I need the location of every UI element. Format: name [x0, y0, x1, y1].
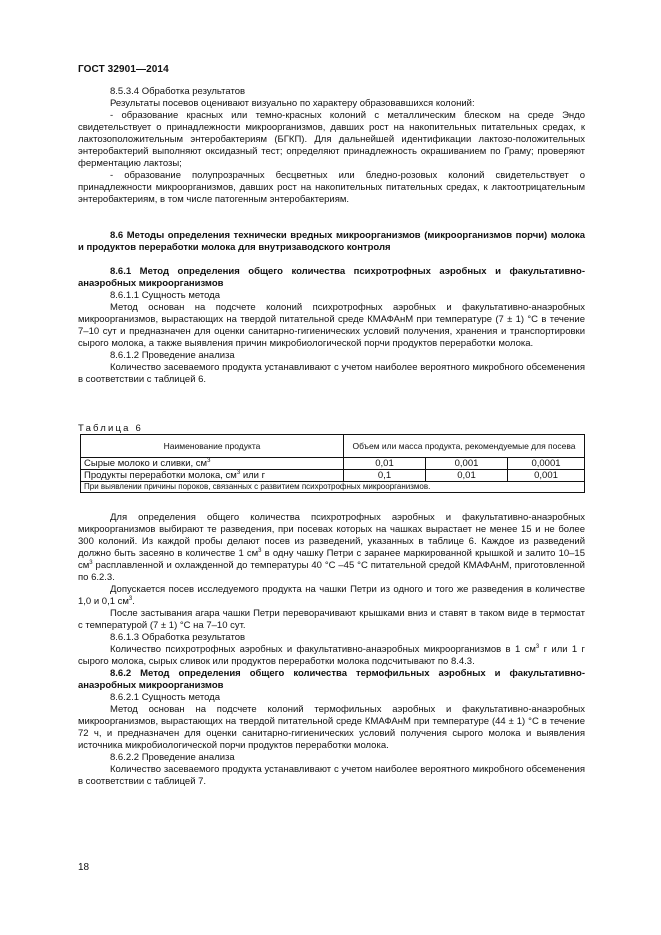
- paragraph: Допускается посев исследуемого продукта на чашки Петри из одного и того же разведения в количестве 1,0 и 0,1 $см^3$.: [78, 584, 585, 607]
- paragraph: Метод основан на подсчете колоний психротрофных аэробных и факультативно-анаэробных микроорганизмов, вырастающих на твердой питательной среде КМАФАнМ при температуре (7 ± 1) °С в течение 7–10 сут и предназначен для оценки санитарно-гигиенических условий получения, хранения и транспортировки сырого молока, а также выявления причин микробиологической порчи продуктов переработки молока.: [78, 302, 585, 349]
- table-cell: 0,001: [508, 470, 585, 482]
- paragraph: - образование полупрозрачных бесцветных или бледно-розовых колоний свидетельствует о принадлежности микроорганизмов, давших рост на накопительных питательных средах, к лактоотрицательным энтеробактериям, в том числе патогенным энтеробактериям.: [78, 170, 585, 205]
- table-cell-name: Продукты переработки молока, $см^3$ или г: [81, 470, 344, 482]
- subsection-title: 8.6.1.3 Обработка результатов: [110, 632, 246, 643]
- table-cell: 0,01: [426, 470, 508, 482]
- table-cell: 0,01: [344, 458, 426, 470]
- subsection-heading: 8.6.1 Метод определения общего количества психротрофных аэробных и факультативно-анаэробных микроорганизмов: [78, 266, 585, 289]
- subsection-title: 8.6.1.2 Проведение анализа: [110, 350, 235, 361]
- table-header-product: Наименование продукта: [81, 435, 344, 458]
- subsection-heading: 8.6.2 Метод определения общего количества термофильных аэробных и факультативно-анаэробных микроорганизмов: [78, 668, 585, 691]
- table-cell-name: Сырые молоко и сливки, $см^3$: [81, 458, 344, 470]
- section-heading: 8.6 Методы определения технически вредных микроорганизмов (микроорганизмов порчи) молока и продуктов переработки молока для внутризаводского контроля: [78, 230, 585, 253]
- paragraph: Количество засеваемого продукта устанавливают с учетом наиболее вероятного микробного обсеменения в соответствии с таблицей 6.: [78, 362, 585, 385]
- table-cell: 0,001: [426, 458, 508, 470]
- paragraph: Метод основан на подсчете колоний термофильных аэробных и факультативно-анаэробных микроорганизмов, вырастающих на твердой питательной среде КМАФАнМ при температуре (44 ± 1) °С в течение 72 ч, и предназначен для оценки санитарно-гигиенических условий получения сырого молока и выявления источника микробиологической порчи продуктов переработки молока.: [78, 704, 585, 751]
- subsection-title: 8.6.1.1 Сущность метода: [110, 290, 220, 301]
- subsection-title: 8.6.2.2 Проведение анализа: [110, 752, 235, 763]
- paragraph: Количество засеваемого продукта устанавливают с учетом наиболее вероятного микробного обсеменения в соответствии с таблицей 7.: [78, 764, 585, 787]
- paragraph: Для определения общего количества психротрофных аэробных и факультативно-анаэробных микроорганизмов выбирают те разведения, при посевах которых на чашках вырастает не менее 15 и не более 300 колоний. Из каждой пробы делают посев из разведений, указанных в таблице 6. Каждое из разведений должно быть засеяно в количестве 1 $см^3$ в одну чашку Петри с заранее маркированной крышкой и залито 10–15 $см^3$ расплавленной и охлажденной до температуры 40 °С –45 °С питательной средой КМАФАнМ, приготовленной по 6.2.3.: [78, 512, 585, 583]
- table-row: [81, 470, 585, 482]
- section-8-6-1: [78, 266, 585, 386]
- table-header-volume: Объем или масса продукта, рекомендуемые для посева: [344, 435, 585, 458]
- paragraph: - образование красных или темно-красных колоний с металлическим блеском на среде Эндо свидетельствует о принадлежности микроорганизмов, давших рост на накопительных питательных средах, к лактозоположительным энтеробактериям (БГКП). Для дальнейшей идентификации лактозо-положительных энтеробактерий выполняют оксидазный тест; определяют принадлежность окрашиванием по Граму; проверяют ферментацию лактозы;: [78, 110, 585, 169]
- table-caption: Таблица 6: [78, 423, 143, 434]
- document-header: ГОСТ 32901—2014: [78, 64, 169, 75]
- table-cell: 0,1: [344, 470, 426, 482]
- section-8-6-1-continued: [78, 512, 585, 788]
- section-8-6-heading: [78, 230, 585, 254]
- section-8-5-3-4: [78, 86, 585, 206]
- table-row: [81, 458, 585, 470]
- paragraph: Результаты посевов оценивают визуально по характеру образовавшихся колоний:: [110, 98, 475, 109]
- table-6: [80, 434, 585, 493]
- subsection-title: 8.6.2.1 Сущность метода: [110, 692, 220, 703]
- table-cell: 0,0001: [508, 458, 585, 470]
- table-footnote: При выявлении причины пороков, связанных с развитием психротрофных микроорганизмов.: [81, 482, 585, 493]
- subsection-title: 8.5.3.4 Обработка результатов: [110, 86, 246, 97]
- paragraph: Количество психротрофных аэробных и факультативно-анаэробных микроорганизмов в 1 $см^3$ г или 1 г сырого молока, сырых сливок или продуктов переработки молока подсчитывают по 8.4.3.: [78, 644, 585, 667]
- paragraph: После застывания агара чашки Петри переворачивают крышками вниз и ставят в таком виде в термостат с температурой (7 ± 1) °С на 7–10 сут.: [78, 608, 585, 631]
- page-number: 18: [78, 862, 90, 873]
